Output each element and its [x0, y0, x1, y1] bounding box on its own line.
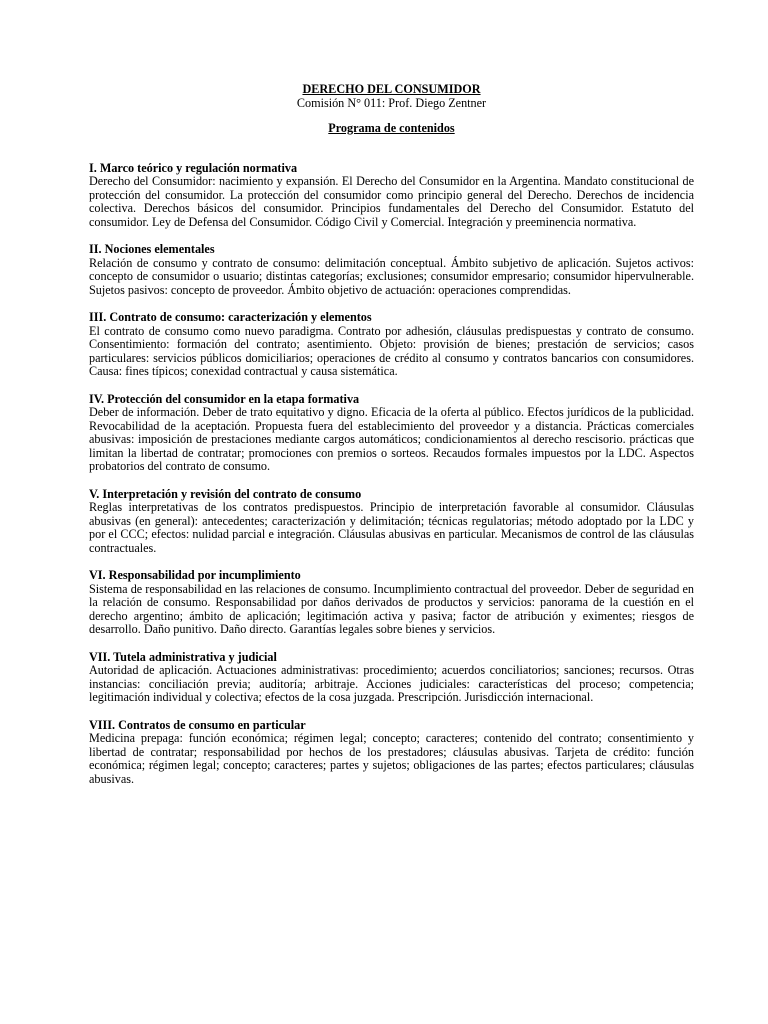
section-3 [89, 311, 694, 379]
section-5 [89, 488, 694, 556]
section-heading: III. Contrato de consumo: caracterización y elementos [89, 310, 372, 324]
section-heading: I. Marco teórico y regulación normativa [89, 160, 298, 175]
section-body: Reglas interpretativas de los contratos predispuestos. Principio de interpretación favorable al consumidor. Cláusulas abusivas (en general): antecedentes; caracterización y delimitación; técnicas regulatorias; método adoptado por la LDC y por el CCC; efectos: nulidad parcial e integración. Cláusulas abusivas en particular. Mecanismos de control de las cláusulas contractuales. [89, 500, 694, 555]
section-7 [89, 651, 694, 705]
content-sections [89, 162, 694, 787]
section-heading: II. Nociones elementales [89, 242, 215, 256]
section-heading: IV. Protección del consumidor en la etapa formativa [89, 391, 360, 406]
section-4 [89, 393, 694, 474]
section-body: Deber de información. Deber de trato equitativo y digno. Eficacia de la oferta al público. Efectos jurídicos de la publicidad. Revocabilidad de la aceptación. Propuesta fuera del establecimiento del proveedor y a distancia. Prácticas comerciales abusivas: imposición de prestaciones mediante cargos automáticos; condicionamientos al derecho rescisorio. prácticas que limitan la libertad de contratar; promociones con premios o sorteos. Recaudos formales impuestos por la LDC. Aspectos probatorios del contrato de consumo. [89, 405, 694, 473]
document-header [89, 83, 694, 136]
section-heading: VI. Responsabilidad por incumplimiento [89, 568, 301, 582]
section-6 [89, 569, 694, 637]
section-1 [89, 162, 694, 230]
section-body: El contrato de consumo como nuevo paradigma. Contrato por adhesión, cláusulas predispuestas y contrato de consumo. Consentimiento: formación del contrato; asentimiento. Objeto: provisión de bienes; prestación de servicios; casos particulares: servicios públicos domiciliarios; operaciones de crédito al consumo y contratos bancarios con consumidores. Causa: fines típicos; conexidad contractual y causa sistemática. [89, 323, 694, 378]
section-heading: VII. Tutela administrativa y judicial [89, 649, 277, 664]
section-heading: V. Interpretación y revisión del contrato de consumo [89, 486, 362, 501]
document-title: DERECHO DEL CONSUMIDOR [302, 82, 481, 96]
section-8 [89, 719, 694, 787]
section-body: Autoridad de aplicación. Actuaciones administrativas: procedimiento; acuerdos conciliatorios; sanciones; recursos. Otras instancias: conciliación previa; auditoría; arbitraje. Acciones judiciales: características del proceso; competencia; legitimación individual y colectiva; efectos de la cosa juzgada. Prescripción. Jurisdicción internacional. [89, 663, 694, 704]
section-body: Medicina prepaga: función económica; régimen legal; concepto; caracteres; contenido del contrato; consentimiento y libertad de contratar; responsabilidad por hechos de los prestadores; cláusulas abusivas. Tarjeta de crédito: función económica; régimen legal; concepto; caracteres; partes y sujetos; obligaciones de las partes; efectos particulares; cláusulas abusivas. [89, 731, 694, 786]
section-body: Relación de consumo y contrato de consumo: delimitación conceptual. Ámbito subjetivo de aplicación. Sujetos activos: concepto de consumidor o usuario; distintas categorías; exclusiones; consumidor empresario; consumidor hipervulnerable. Sujetos pasivos: concepto de proveedor. Ámbito objetivo de actuación: operaciones comprendidas. [89, 255, 694, 297]
section-2 [89, 243, 694, 297]
section-body: Sistema de responsabilidad en las relaciones de consumo. Incumplimiento contractual del proveedor. Deber de seguridad en la relación de consumo. Responsabilidad por daños derivados de productos y servicios: panorama de la cuestión en el derecho argentino; ámbito de aplicación; legitimación activa y pasiva; factor de atribución y eximentes; riesgos de desarrollo. Daño punitivo. Daño directo. Garantías legales sobre bienes y servicios. [89, 581, 694, 636]
section-body: Derecho del Consumidor: nacimiento y expansión. El Derecho del Consumidor en la Argentina. Mandato constitucional de protección del consumidor. La protección del consumidor como principio general del Derecho. Derechos de incidencia colectiva. Derechos básicos del consumidor. Principios fundamentales del Derecho del Consumidor. Estatuto del consumidor. Ley de Defensa del Consumidor. Código Civil y Comercial. Integración y preeminencia normativa. [89, 174, 694, 229]
section-heading: VIII. Contratos de consumo en particular [89, 717, 306, 732]
program-heading: Programa de contenidos [328, 121, 455, 135]
document-subtitle: Comisión N° 011: Prof. Diego Zentner [296, 95, 487, 110]
